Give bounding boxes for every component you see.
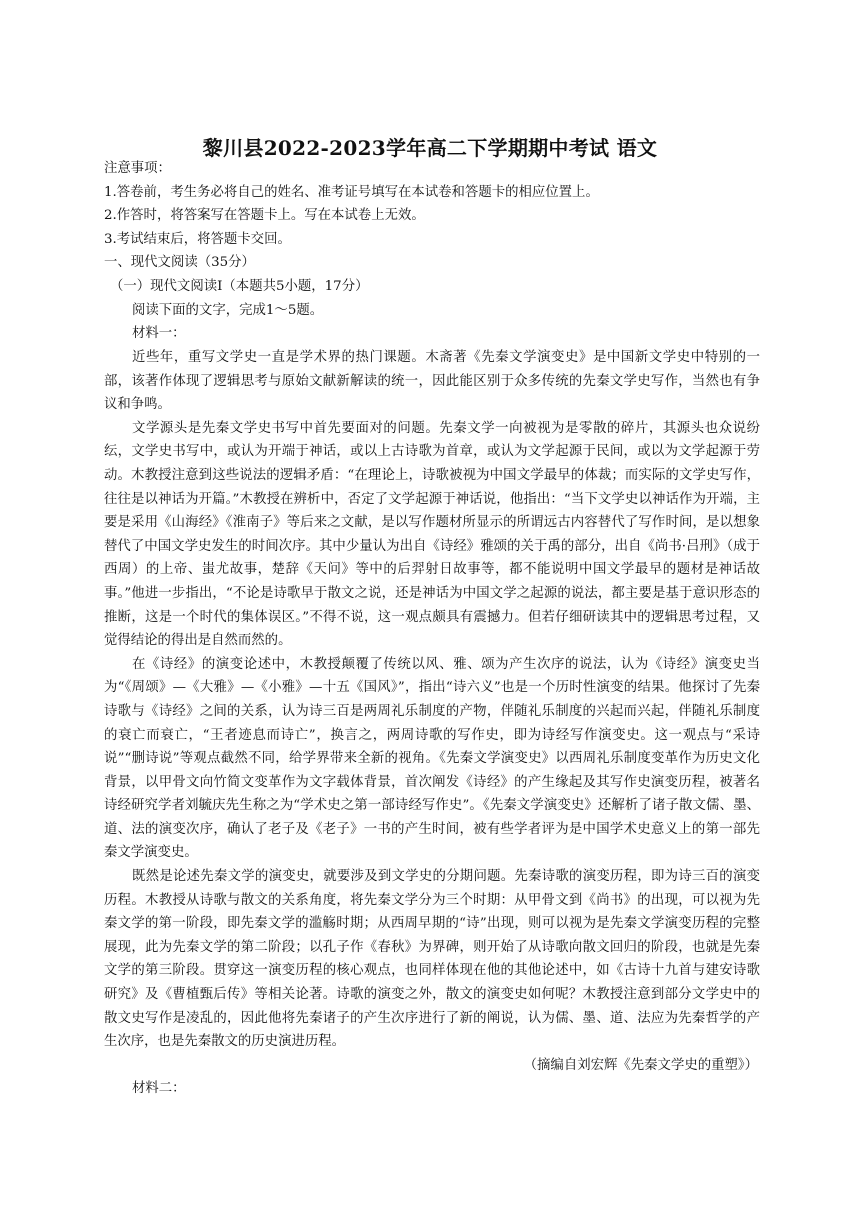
notice-block — [104, 157, 760, 346]
paragraph-1: 近些年，重写文学史一直是学术界的热门课题。木斋著《先秦文学演变史》是中国新文学史中特别的一部，该著作体现了逻辑思考与原始文献新解读的统一，因此能区别于众多传统的先秦文学史写作，当然也有争议和争鸣。 — [104, 350, 760, 413]
paragraph-4: 既然是论述先秦文学的演变史，就要涉及到文学史的分期问题。先秦诗歌的演变历程，即为诗三百的演变历程。木教授从诗歌与散文的关系角度，将先秦文学分为三个时期：从甲骨文到《尚书》的出现，可以视为先秦文学的第一阶段，即先秦文学的滥觞时期；从西周早期的“诗”出现，则可以视为是先秦文学演变历程的完整展现，此为先秦文学的第二阶段；以孔子作《春秋》为界碑，则开始了从诗歌向散文回归的阶段，也就是先秦文学的第三阶段。贯穿这一演变历程的核心观点，也同样体现在他的其他论述中，如《古诗十九首与建安诗歌研究》及《曹植甄后传》等相关论著。诗歌的演变之外，散文的演变史如何呢？木教授注意到部分文学史中的散文史写作是凌乱的，因此他将先秦诸子的产生次序进行了新的阐说，认为儒、墨、道、法应为先秦哲学的产生次序，也是先秦散文的历史演进历程。 — [104, 869, 760, 1050]
notice-heading: 注意事项： — [104, 161, 171, 176]
notice-item-2: 2.作答时，将答案写在答题卡上。写在本试卷上无效。 — [104, 208, 425, 224]
material1-body — [104, 346, 760, 1101]
subsection-title: （一）现代文阅读Ⅰ（本题共5小题，17分） — [110, 278, 369, 294]
material2-label: 材料二： — [132, 1081, 186, 1097]
exam-title: 黎川县2022-2023学年高二下学期期中考试 语文 — [202, 136, 658, 160]
paragraph-2: 文学源头是先秦文学史书写中首先要面对的问题。先秦文学一向被视为是零散的碎片，其源头也众说纷纭，文学史书写中，或认为开端于神话，或以上古诗歌为首章，或认为文学起源于民间，或以为文学起源于劳动。木教授注意到这些说法的逻辑矛盾：“在理论上，诗歌被视为中国文学最早的体裁；而实际的文学史写作，往往是以神话为开篇。”木教授在辨析中，否定了文学起源于神话说，他指出：“当下文学史以神话作为开端，主要是采用《山海经》《淮南子》等后来之文献，是以写作题材所显示的所谓远古内容替代了写作时间，是以想象替代了中国文学史发生的时间次序。其中少量认为出自《诗经》雅颂的关于禹的部分，出自《尚书·吕刑》（成于西周）的上帝、蚩尤故事，楚辞《天问》等中的后羿射日故事等，都不能说明中国文学最早的题材是神话故事。”他进一步指出，“不论是诗歌早于散文之说，还是神话为中国文学之起源的说法，都主要是基于意识形态的推断，这是一个时代的集体误区。”不得不说，这一观点颇具有震撼力。但若仔细研读其中的逻辑思考过程，又觉得结论的得出是自然而然的。 — [104, 420, 760, 649]
paragraph-3: 在《诗经》的演变论述中，木教授颠覆了传统以风、雅、颂为产生次序的说法，认为《诗经》演变史当为“《周颂》—《大雅》—《小雅》—十五《国风》”，指出“诗六义”也是一个历时性演变的结果。他探讨了先秦诗歌与《诗经》之间的关系，认为诗三百是两周礼乐制度的产物，伴随礼乐制度的兴起而兴起，伴随礼乐制度的衰亡而衰亡，“王者迹息而诗亡”，换言之，两周诗歌的写作史，即为诗经写作演变史。这一观点与“采诗说”“删诗说”等观点截然不同，给学界带来全新的视角。《先秦文学演变史》以西周礼乐制度变革作为历史文化背景，以甲骨文向竹简文变革作为文字载体背景，首次阐发《诗经》的产生缘起及其写作史演变历程，被著名诗经研究学者刘毓庆先生称之为“学术史之第一部诗经写作史”。《先秦文学演变史》还解析了诸子散文儒、墨、道、法的演变次序，确认了老子及《老子》一书的产生时间，被有些学者评为是中国学术史意义上的第一部先秦文学演变史。 — [104, 656, 760, 861]
notice-item-1: 1.答卷前，考生务必将自己的姓名、准考证号填写在本试卷和答题卡的相应位置上。 — [104, 184, 599, 200]
notice-item-3: 3.考试结束后，将答题卡交回。 — [104, 231, 291, 247]
source-note: （摘编自刘宏辉《先秦文学史的重塑》） — [523, 1057, 758, 1073]
instruction: 阅读下面的文字，完成1～5题。 — [132, 302, 324, 318]
section-title: 一、现代文阅读（35分） — [104, 255, 255, 271]
material1-label: 材料一： — [132, 326, 186, 342]
